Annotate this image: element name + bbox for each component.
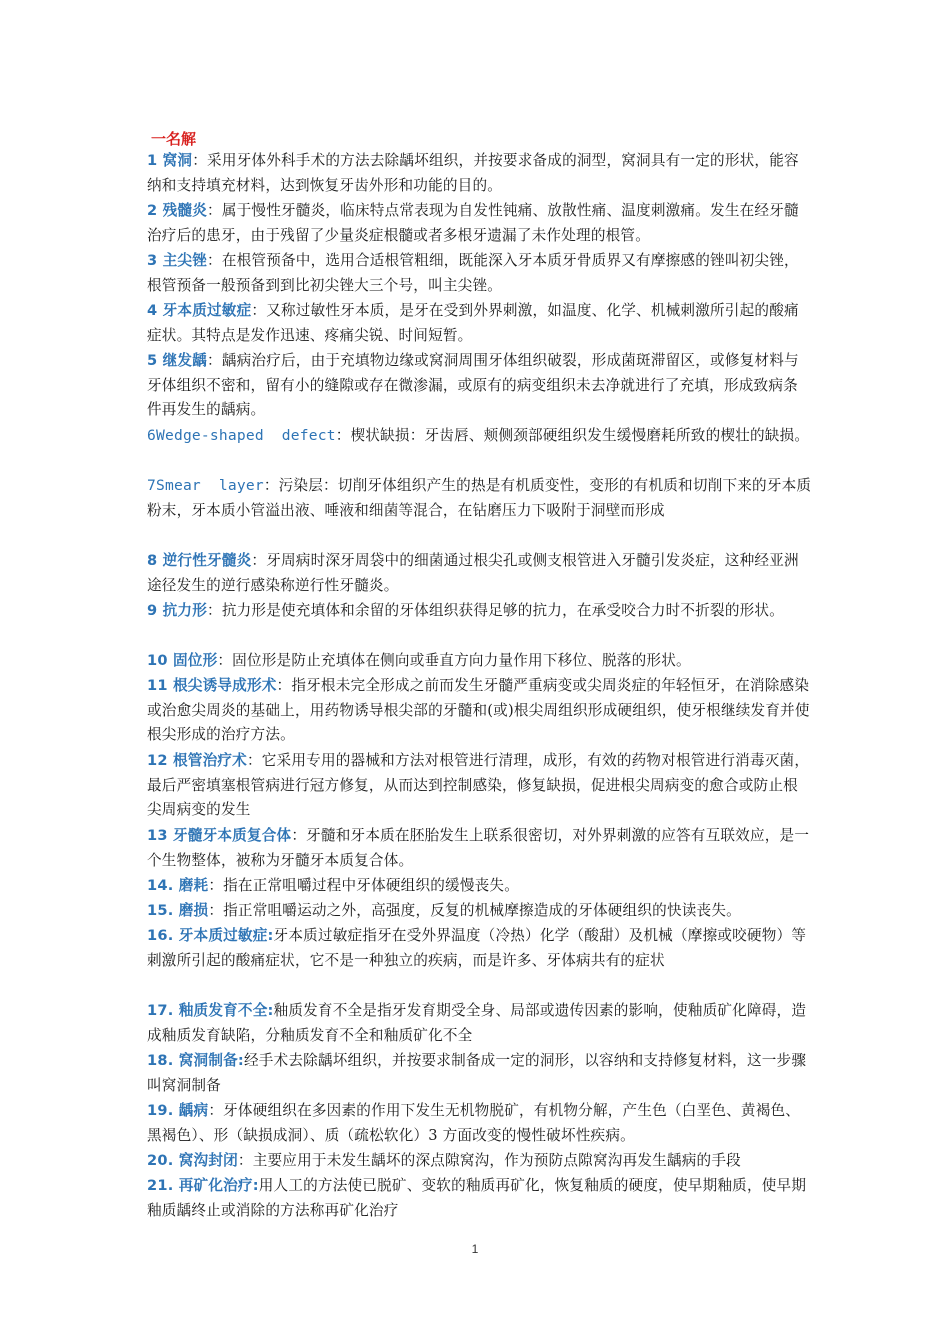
entry-term: 1 窝洞 [147, 152, 193, 169]
entry-term: 5 继发龋 [147, 352, 208, 369]
entry-text: 属于慢性牙髓炎，临床特点常表现为自发性钝痛、放散性痛、温度刺激痛。发生在经牙髓治疗后的患牙，由于残留了少量炎症根髓或者多根牙遗漏了未作处理的根管。 [147, 202, 799, 244]
definition-entry: 19. 龋病：牙体硬组织在多因素的作用下发生无机物脱矿，有机物分解，产生色（白垩色、黄褐色、黑褐色）、形（缺损成洞）、质（疏松软化）3 方面改变的慢性破坏性疾病。 [147, 1102, 801, 1144]
entry-text: 指牙根未完全形成之前而发生牙髓严重病变或尖周炎症的年轻恒牙，在消除感染或治愈尖周炎的基础上，用药物诱导根尖部的牙髓和(或)根尖周组织形成硬组织，使牙根继续发育并使根尖形成的治疗方法。 [147, 677, 810, 743]
definition-entry: 20. 窝沟封闭：主要应用于未发生龋坏的深点隙窝沟，作为预防点隙窝沟再发生龋病的手段 [147, 1152, 741, 1169]
entry-text: 主要应用于未发生龋坏的深点隙窝沟，作为预防点隙窝沟再发生龋病的手段 [252, 1152, 741, 1169]
entry-text: 指正常咀嚼运动之外，高强度，反复的机械摩擦造成的牙体硬组织的快读丧失。 [223, 902, 741, 919]
entry-term: 7Smear layer [147, 477, 264, 494]
entry-term: 16. 牙本质过敏症 [147, 927, 268, 944]
entry-term: 3 主尖锉 [147, 252, 208, 269]
entry-text: 固位形是防止充填体在侧向或垂直方向力量作用下移位、脱落的形状。 [232, 652, 691, 669]
definition-entry: 15. 磨损：指正常咀嚼运动之外，高强度，反复的机械摩擦造成的牙体硬组织的快读丧失。 [147, 902, 741, 919]
definition-entry: 4 牙本质过敏症：又称过敏性牙本质，是牙在受到外界刺激，如温度、化学、机械刺激所引起的酸痛症状。其特点是发作迅速、疼痛尖锐、时间短暂。 [147, 302, 799, 344]
definition-entry: 18. 窝洞制备:经手术去除龋坏组织，并按要求制备成一定的洞形，以容纳和支持修复材料，这一步骤叫窝洞制备 [147, 1052, 807, 1094]
entry-text: 牙髓和牙本质在胚胎发生上联系很密切，对外界刺激的应答有互联效应，是一个生物整体，被称为牙髓牙本质复合体。 [147, 827, 810, 869]
entry-term: 10 固位形 [147, 652, 218, 669]
entry-text: 污染层：切削牙体组织产生的热是有机质变性，变形的有机质和切削下来的牙本质粉末，牙本质小管溢出液、唾液和细菌等混合，在钻磨压力下吸附于洞壁而形成 [147, 477, 812, 519]
definition-entry: 1 窝洞：采用牙体外科手术的方法去除龋坏组织，并按要求备成的洞型，窝洞具有一定的形状，能容纳和支持填充材料，达到恢复牙齿外形和功能的目的。 [147, 152, 799, 194]
entry-term: 18. 窝洞制备 [147, 1052, 238, 1069]
definition-entry: 14. 磨耗：指在正常咀嚼过程中牙体硬组织的缓慢丧失。 [147, 877, 520, 894]
entry-text: 牙本质过敏症指牙在受外界温度（冷热）化学（酸甜）及机械（摩擦或咬硬物）等刺激所引起的酸痛症状，它不是一种独立的疾病，而是许多、牙体病共有的症状 [147, 927, 807, 969]
definition-entry: 17. 釉质发育不全:釉质发育不全是指牙发育期受全身、局部或遗传因素的影响，使釉质矿化障碍，造成釉质发育缺陷，分釉质发育不全和釉质矿化不全 [147, 1002, 807, 1044]
definition-entry: 8 逆行性牙髓炎：牙周病时深牙周袋中的细菌通过根尖孔或侧支根管进入牙髓引发炎症，这种经亚洲途径发生的逆行感染称逆行性牙髓炎。 [147, 552, 799, 594]
definition-entry: 10 固位形：固位形是防止充填体在侧向或垂直方向力量作用下移位、脱落的形状。 [147, 652, 691, 669]
definition-entry: 9 抗力形：抗力形是使充填体和余留的牙体组织获得足够的抗力，在承受咬合力时不折裂的形状。 [147, 602, 784, 619]
entry-term: 14. 磨耗 [147, 877, 209, 894]
definition-entry: 7Smear layer：污染层：切削牙体组织产生的热是有机质变性，变形的有机质和切削下来的牙本质粉末，牙本质小管溢出液、唾液和细菌等混合，在钻磨压力下吸附于洞壁而形成 [147, 477, 812, 519]
entry-text: 又称过敏性牙本质，是牙在受到外界刺激，如温度、化学、机械刺激所引起的酸痛症状。其特点是发作迅速、疼痛尖锐、时间短暂。 [147, 302, 799, 344]
definition-entry: 13 牙髓牙本质复合体：牙髓和牙本质在胚胎发生上联系很密切，对外界刺激的应答有互联效应，是一个生物整体，被称为牙髓牙本质复合体。 [147, 827, 810, 869]
entry-text: 指在正常咀嚼过程中牙体硬组织的缓慢丧失。 [223, 877, 520, 894]
entry-term: 21. 再矿化治疗 [147, 1177, 253, 1194]
entry-text: 经手术去除龋坏组织，并按要求制备成一定的洞形，以容纳和支持修复材料，这一步骤叫窝洞制备 [147, 1052, 807, 1094]
entry-text: 采用牙体外科手术的方法去除龋坏组织，并按要求备成的洞型，窝洞具有一定的形状，能容纳和支持填充材料，达到恢复牙齿外形和功能的目的。 [147, 152, 799, 194]
definition-entry: 12 根管治疗术：它采用专用的器械和方法对根管进行清理，成形，有效的药物对根管进行消毒灭菌，最后严密填塞根管病进行冠方修复，从而达到控制感染，修复缺损，促进根尖周病变的愈合或防止根尖周病变的发生 [147, 752, 810, 818]
entry-text: 牙周病时深牙周袋中的细菌通过根尖孔或侧支根管进入牙髓引发炎症，这种经亚洲途径发生的逆行感染称逆行性牙髓炎。 [147, 552, 799, 594]
entry-text: 抗力形是使充填体和余留的牙体组织获得足够的抗力，在承受咬合力时不折裂的形状。 [221, 602, 784, 619]
definition-entry: 16. 牙本质过敏症:牙本质过敏症指牙在受外界温度（冷热）化学（酸甜）及机械（摩擦或咬硬物）等刺激所引起的酸痛症状，它不是一种独立的疾病，而是许多、牙体病共有的症状 [147, 927, 807, 969]
entry-term: 12 根管治疗术 [147, 752, 247, 769]
definition-entry: 3 主尖锉：在根管预备中，选用合适根管粗细，既能深入牙本质牙骨质界又有摩擦感的锉叫初尖锉，根管预备一般预备到到比初尖锉大三个号，叫主尖锉。 [147, 252, 799, 294]
entry-text: 楔状缺损：牙齿唇、颊侧颈部硬组织发生缓慢磨耗所致的楔壮的缺损。 [350, 427, 810, 444]
entry-term: 8 逆行性牙髓炎 [147, 552, 252, 569]
definition-entry: 6Wedge-shaped defect：楔状缺损：牙齿唇、颊侧颈部硬组织发生缓慢磨耗所致的楔壮的缺损。 [147, 427, 810, 444]
section-title: 一名解 [151, 130, 197, 148]
definition-entry: 21. 再矿化治疗:用人工的方法使已脱矿、变软的釉质再矿化，恢复釉质的硬度，使早期釉质，使早期釉质龋终止或消除的方法称再矿化治疗 [147, 1177, 807, 1219]
entry-text: 釉质发育不全是指牙发育期受全身、局部或遗传因素的影响，使釉质矿化障碍，造成釉质发育缺陷，分釉质发育不全和釉质矿化不全 [147, 1002, 807, 1044]
definition-entry: 5 继发龋：龋病治疗后，由于充填物边缘或窝洞周围牙体组织破裂，形成菌斑滞留区，或修复材料与牙体组织不密和，留有小的缝隙或存在微渗漏，或原有的病变组织未去净就进行了充填，形成致病条件再发生的龋病。 [147, 352, 799, 418]
entry-term: 11 根尖诱导成形术 [147, 677, 277, 694]
entry-text: 龋病治疗后，由于充填物边缘或窝洞周围牙体组织破裂，形成菌斑滞留区，或修复材料与牙体组织不密和，留有小的缝隙或存在微渗漏，或原有的病变组织未去净就进行了充填，形成致病条件再发生的龋病。 [147, 352, 799, 418]
entry-term: 19. 龋病 [147, 1102, 209, 1119]
entry-term: 4 牙本质过敏症 [147, 302, 252, 319]
entry-term: 15. 磨损 [147, 902, 209, 919]
definition-entry: 11 根尖诱导成形术：指牙根未完全形成之前而发生牙髓严重病变或尖周炎症的年轻恒牙，在消除感染或治愈尖周炎的基础上，用药物诱导根尖部的牙髓和(或)根尖周组织形成硬组织，使牙根继续发育并使根尖形成的治疗方法。 [147, 677, 810, 743]
entry-text: 用人工的方法使已脱矿、变软的釉质再矿化，恢复釉质的硬度，使早期釉质，使早期釉质龋终止或消除的方法称再矿化治疗 [147, 1177, 807, 1219]
entry-text: 牙体硬组织在多因素的作用下发生无机物脱矿，有机物分解，产生色（白垩色、黄褐色、黑褐色）、形（缺损成洞）、质（疏松软化）3 方面改变的慢性破坏性疾病。 [147, 1102, 801, 1144]
entry-text: 它采用专用的器械和方法对根管进行清理，成形，有效的药物对根管进行消毒灭菌，最后严密填塞根管病进行冠方修复，从而达到控制感染，修复缺损，促进根尖周病变的愈合或防止根尖周病变的发生 [147, 752, 810, 818]
page-number: 1 [471, 1242, 479, 1256]
entry-text: 在根管预备中，选用合适根管粗细，既能深入牙本质牙骨质界又有摩擦感的锉叫初尖锉，根管预备一般预备到到比初尖锉大三个号，叫主尖锉。 [147, 252, 799, 294]
entry-term: 17. 釉质发育不全 [147, 1002, 268, 1019]
entry-term: 20. 窝沟封闭 [147, 1152, 238, 1169]
entry-term: 2 残髓炎 [147, 202, 208, 219]
entry-term: 13 牙髓牙本质复合体 [147, 827, 292, 844]
entry-term: 6Wedge-shaped defect [147, 427, 336, 444]
definition-entry: 2 残髓炎：属于慢性牙髓炎，临床特点常表现为自发性钝痛、放散性痛、温度刺激痛。发生在经牙髓治疗后的患牙，由于残留了少量炎症根髓或者多根牙遗漏了未作处理的根管。 [147, 202, 799, 244]
entry-term: 9 抗力形 [147, 602, 208, 619]
